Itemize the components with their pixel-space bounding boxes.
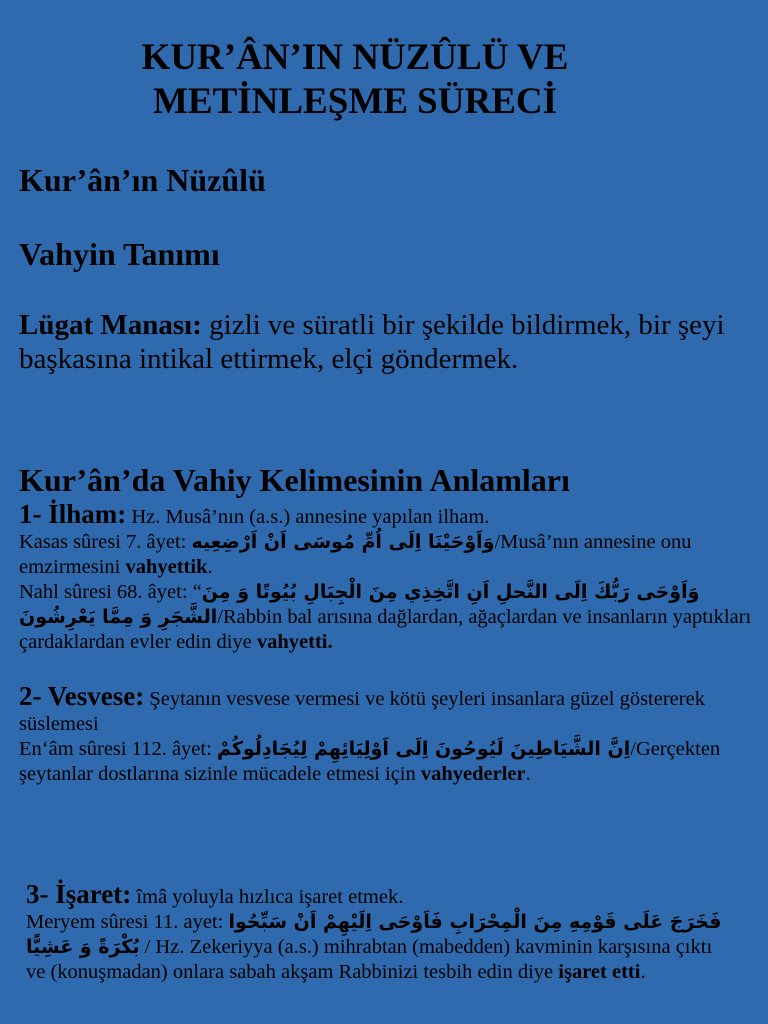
nahl-translation: /Rabbin bal arısına dağlardan, ağaçlardan ve insanların yaptıkları çardaklardan evler edin diye [19, 606, 752, 653]
kasas-arabic: وَاَوْحَيْنَا اِلَى اُمِّ مُوسَى اَنْ اَرْضِعِيه [191, 531, 495, 553]
page-title [0, 36, 710, 124]
kasas-bold: vahyettik [125, 556, 208, 578]
nahl-bold: vahyetti. [256, 631, 333, 653]
isaret-heading: 3- İşaret: [26, 879, 132, 909]
kasas-ref: Kasas sûresi 7. âyet: [19, 531, 192, 553]
heading-anlamlar: Kur’ân’da Vahiy Kelimesinin Anlamları [19, 462, 570, 498]
title-line-2: METİNLEŞME SÜRECİ [152, 81, 557, 122]
enam-bold: vahyederler [420, 763, 526, 785]
lugat-manasi-paragraph [19, 308, 749, 376]
lugat-text: gizli ve süratli bir şekilde bildirmek, bir şeyi başkasına intikal ettirmek, elçi göndermek. [19, 309, 725, 375]
nahl-ref: Nahl sûresi 68. âyet: “ [19, 581, 202, 603]
section-vesvese [19, 681, 754, 787]
isaret-desc: îmâ yoluyla hızlıca işaret etmek. [131, 886, 404, 908]
vesvese-desc: Şeytanın vesvese vermesi ve kötü şeyleri insanlara güzel göstererek süslemesi [19, 688, 705, 735]
meryem-translation: / Hz. Zekeriyya (a.s.) mihrabtan (mabedden) kavminin karşısına çıktı ve (konuşmadan) onlara sabah akşam Rabbinizi tesbih edin diye [26, 936, 713, 983]
enam-arabic: اِنَّ الشَّيَاطِينَ لَيُوحُونَ اِلَى اَوْلِيَائِهِمْ لِيُجَادِلُوكُمْ [216, 738, 631, 760]
enam-ref: En‘âm sûresi 112. âyet: [19, 738, 217, 760]
meryem-bold: işaret etti [558, 961, 641, 983]
meryem-arabic: فَخَرَجَ عَلَى قَوْمِهِ مِنَ الْمِحْرَابِ فَاَوْحَى اِلَيْهِمْ اَنْ سَبِّحُوا بُكْرَةً وَ عَشِيًّا [26, 911, 722, 958]
lugat-label: Lügat Manası: [19, 309, 202, 341]
enam-end: . [525, 763, 531, 785]
section-ilham [19, 499, 754, 655]
title-line-1: KUR’ÂN’IN NÜZÛLÜ VE [141, 37, 569, 78]
meryem-end: . [640, 961, 646, 983]
heading-nuzul: Kur’ân’ın Nüzûlü [19, 162, 266, 198]
section-isaret [26, 879, 726, 985]
nahl-arabic: وَاَوْحَى رَبُّكَ اِلَى النَّحلِ اَنِ اتَّخِذِي مِنَ الْجِبَالِ بُيُوتًا وَ مِنَ الشَّجَرِ وَ مِمَّا يَعْرِشُونَ [19, 581, 700, 628]
kasas-translation: /Musâ’nın annesine onu emzirmesini [19, 531, 692, 578]
enam-translation: /Gerçekten şeytanlar dostlarına sizinle mücadele etmesi için [19, 738, 721, 785]
meryem-ref: Meryem sûresi 11. ayet: [26, 911, 229, 933]
ilham-heading: 1- İlham: [19, 499, 127, 529]
vesvese-heading: 2- Vesvese: [19, 681, 145, 711]
kasas-end: . [207, 556, 213, 578]
ilham-desc: Hz. Musâ’nın (a.s.) annesine yapılan ilham. [126, 506, 490, 528]
heading-vahiy-tanimi: Vahyin Tanımı [19, 236, 220, 272]
